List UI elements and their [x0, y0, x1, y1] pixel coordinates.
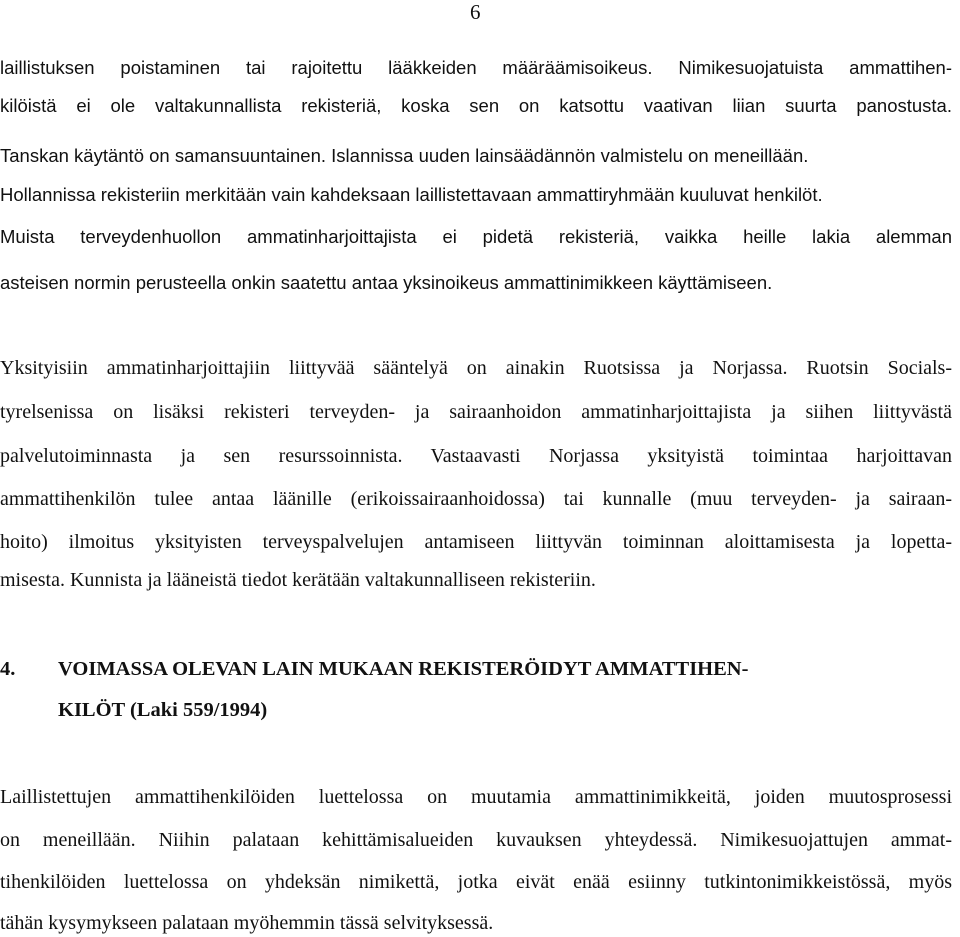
- section-number: 4.: [0, 658, 16, 680]
- paragraph-line: Hollannissa rekisteriin merkitään vain kahdeksaan laillistettavaan ammattiryhmään kuuluvat henkilöt.: [0, 184, 823, 205]
- paragraph-line: asteisen normin perusteella onkin saatettu antaa yksinoikeus ammattinimikkeen käyttämiseen.: [0, 272, 773, 293]
- section-title-line: VOIMASSA OLEVAN LAIN MUKAAN REKISTERÖIDYT AMMATTIHEN-: [58, 658, 749, 680]
- paragraph-line: ammattihenkilön tulee antaa läänille (erikoissairaanhoidossa) tai kunnalle (muu terveyden- ja sairaan-: [0, 488, 952, 510]
- paragraph-line: Yksityisiin ammatinharjoittajiin liittyvää sääntelyä on ainakin Ruotsissa ja Norjassa. Ruotsin Socials-: [0, 357, 952, 379]
- paragraph-line: hoito) ilmoitus yksityisten terveyspalvelujen antamiseen liittyvän toiminnan aloittamisesta ja lopetta-: [0, 531, 952, 553]
- paragraph-line: Muista terveydenhuollon ammatinharjoittajista ei pidetä rekisteriä, vaikka heille lakia alemman: [0, 226, 952, 247]
- paragraph-line: Laillistettujen ammattihenkilöiden luettelossa on muutamia ammattinimikkeitä, joiden muutosprosessi: [0, 786, 952, 808]
- paragraph-line: on meneillään. Niihin palataan kehittämisalueiden kuvauksen yhteydessä. Nimikesuojattujen ammat-: [0, 829, 952, 851]
- paragraph-line: Tanskan käytäntö on samansuuntainen. Islannissa uuden lainsäädännön valmistelu on meneillään.: [0, 145, 809, 166]
- paragraph-line: tähän kysymykseen palataan myöhemmin tässä selvityksessä.: [0, 912, 494, 934]
- paragraph-line: kilöistä ei ole valtakunnallista rekisteriä, koska sen on katsottu vaativan liian suurta panostusta.: [0, 95, 952, 116]
- page-number: 6: [470, 0, 481, 24]
- paragraph-line: misesta. Kunnista ja lääneistä tiedot kerätään valtakunnalliseen rekisteriin.: [0, 569, 596, 591]
- paragraph-line: palvelutoiminnasta ja sen resurssoinnista. Vastaavasti Norjassa yksityistä toimintaa harjoittavan: [0, 445, 952, 467]
- section-title-line: KILÖT (Laki 559/1994): [58, 699, 268, 721]
- paragraph-line: laillistuksen poistaminen tai rajoitettu lääkkeiden määräämisoikeus. Nimikesuojatuista ammattihen-: [0, 57, 952, 78]
- paragraph-line: tihenkilöiden luettelossa on yhdeksän nimikettä, jotka eivät enää esiinny tutkintonimikkeistössä, myös: [0, 871, 952, 893]
- paragraph-line: tyrelsenissa on lisäksi rekisteri terveyden- ja sairaanhoidon ammatinharjoittajista ja siihen liittyvästä: [0, 401, 952, 423]
